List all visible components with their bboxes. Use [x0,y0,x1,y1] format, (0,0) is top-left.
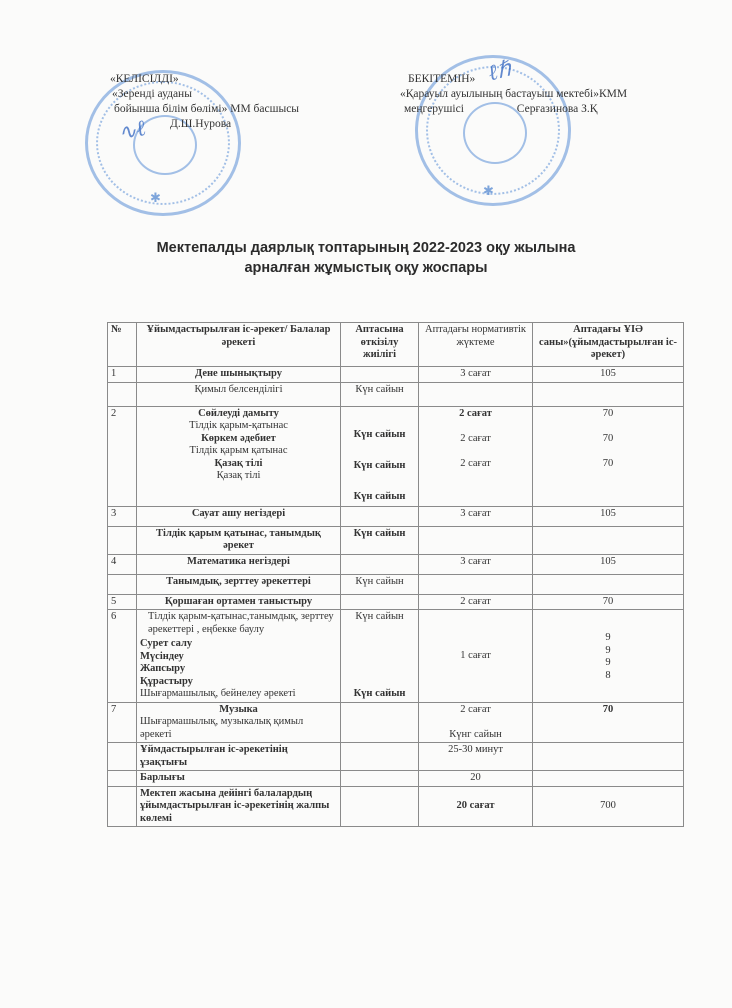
frequency-cell: Күн сайын [341,382,419,406]
table-row [108,367,684,383]
header-activity: Ұйымдастырылған іс-әрекет/ Балалар әрекеті [137,323,341,367]
load-line: 2 сағат [460,432,491,444]
count-line: 70 [602,407,614,419]
activity-line: Тілдік қарым қатынас [189,445,288,456]
approval-left-line3: бойынша білім бөлімі» ММ басшысы [114,103,300,115]
load-cell: 2 сағат [419,594,533,610]
table-row [108,610,684,703]
count-line: 8 [605,669,611,681]
frequency-line [344,448,415,461]
row-number [108,771,137,787]
activity-cell [137,610,341,703]
activity-subtitle: Шығармашылық, музыкалық қимыл әрекеті [140,716,304,740]
table-row [108,786,684,827]
count-cell [533,743,684,771]
load-cell: 3 сағат [419,554,533,574]
table-row [108,771,684,787]
frequency-cell [341,554,419,574]
approval-right-position: меңгерушісі [404,103,464,115]
approval-right-line2: «Қарауыл ауылының бастауыш мектебі»КММ [400,88,628,100]
activity-title: Музыка [219,703,258,715]
load-cell: 20 сағат [419,786,533,827]
count-cell: 700 [533,786,684,827]
stamp-star-icon: ✱ [150,190,161,205]
frequency-cell [341,786,419,827]
load-line: 2 сағат [459,407,492,419]
frequency-line: Күн сайын [353,460,406,471]
count-cell [533,610,684,703]
header-frequency: Аптасына өткізілу жиілігі [341,323,419,367]
frequency-cell [341,610,419,703]
table-row [108,702,684,743]
load-cell: 20 [419,771,533,787]
count-cell: 105 [533,367,684,383]
count-line: 9 [605,632,611,643]
count-cell [533,574,684,594]
count-cell [533,382,684,406]
approval-left-line2: «Зеренді ауданы [112,88,192,100]
load-line: 2 сағат [460,457,491,469]
frequency-cell: Күн сайын [341,574,419,594]
activity-cell [137,406,341,506]
frequency-bottom: Күн сайын [353,688,406,699]
row-number: 4 [108,554,137,574]
load-cell: 25-30 минут [419,743,533,771]
activity-item: Мүсіндеу [140,650,184,662]
load-cell [419,382,533,406]
frequency-cell [341,406,419,506]
activity-item: Құрастыру [140,675,193,687]
frequency-cell [341,702,419,743]
table-row [108,406,684,506]
stamp-star-icon: ✱ [483,183,494,198]
load-line [422,445,529,458]
row-number: 5 [108,594,137,610]
count-cell: 70 [533,702,684,743]
row-number [108,382,137,406]
frequency-cell [341,506,419,526]
table-row [108,506,684,526]
load-bottom: Күнг сайын [449,728,502,740]
load-cell [419,702,533,743]
table-row [108,743,684,771]
activity-cell: Барлығы [137,771,341,787]
curriculum-table [107,322,684,827]
header-activity-count: Аптадағы ҰІӘ саны»(ұйымдастырылған іс-әрекет) [533,323,684,367]
load-line [422,420,529,433]
header-normative-load: Аптадағы нормативтік жүктеме [419,323,533,367]
activity-cell: Қоршаған ортамен таныстыру [137,594,341,610]
count-line: 70 [602,432,614,444]
row-number: 2 [108,406,137,506]
right-signature: ℓℏ [485,55,514,86]
row-number [108,743,137,771]
table-header-row [108,323,684,367]
count-cell [533,526,684,554]
frequency-line [344,479,415,492]
count-cell: 105 [533,506,684,526]
activity-intro: Тілдік қарым-қатынас,танымдық, зерттеу әрекеттері , еңбекке баулу [148,611,334,635]
table-row [108,526,684,554]
load-cell: 3 сағат [419,506,533,526]
table-row [108,574,684,594]
load-cell: 3 сағат [419,367,533,383]
count-cell: 70 [533,594,684,610]
approval-right-line3 [400,102,627,117]
activity-cell: Дене шынықтыру [137,367,341,383]
table-row [108,594,684,610]
activity-cell: Сауат ашу негіздері [137,506,341,526]
table-row [108,382,684,406]
count-cell [533,771,684,787]
activity-line: Қазақ тілі [214,457,263,469]
frequency-cell [341,367,419,383]
left-signature: ∿ℓ [115,114,149,147]
frequency-line: Күн сайын [353,429,406,440]
frequency-cell [341,771,419,787]
row-number: 1 [108,367,137,383]
count-line [536,445,680,458]
row-number [108,574,137,594]
row-number [108,786,137,827]
load-line [422,470,529,483]
table-row [108,554,684,574]
activity-item: Жапсыру [140,663,186,674]
approval-left-line1: «КЕЛІСІЛДІ» [110,73,179,85]
approval-left-block [110,72,299,132]
load-top: 2 сағат [460,703,491,715]
frequency-line: Күн сайын [353,491,406,502]
activity-cell: Мектеп жасына дейінгі балалардың ұйымдастырылған іс-әрекетінің жалпы көлемі [137,786,341,827]
load-cell: 1 сағат [419,610,533,703]
count-cell: 105 [533,554,684,574]
frequency-cell [341,743,419,771]
activity-line: Тілдік қарым-қатынас [189,420,288,431]
approval-right-line1: БЕКІТЕМІН» [408,73,476,85]
count-line [536,470,680,483]
load-cell [419,526,533,554]
activity-cell: Танымдық, зерттеу әрекеттері [137,574,341,594]
count-line: 9 [605,657,611,668]
frequency-top: Күн сайын [355,611,404,622]
row-number: 6 [108,610,137,703]
approval-left-name: Д.Ш.Нурова [170,118,232,130]
frequency-line [344,417,415,430]
approval-right-block [400,72,627,117]
activity-cell: Ұймдастырылған іс-әрекетінің ұзақтығы [137,743,341,771]
count-cell [533,406,684,506]
activity-line: Қазақ тілі [216,470,261,481]
frequency-cell: Күн сайын [341,526,419,554]
activity-cell: Математика негіздері [137,554,341,574]
count-line: 9 [605,644,611,656]
activity-item: Сурет салу [140,638,193,649]
count-line: 70 [602,457,614,469]
approval-right-name: Серғазинова З.Қ [516,103,598,115]
activity-cell: Тілдік қарым қатынас, танымдық әрекет [137,526,341,554]
row-number: 7 [108,702,137,743]
activity-outro: Шығармашылық, бейнелеу әрекеті [140,688,296,699]
activity-line: Сөйлеуді дамыту [198,407,279,419]
load-cell [419,574,533,594]
activity-cell [137,702,341,743]
title-line1: Мектепалды даярлық топтарының 2022-2023 оқу жылына [156,240,576,256]
activity-line: Көркем әдебиет [201,432,276,444]
row-number [108,526,137,554]
title-line2: арналған жұмыстық оқу жоспары [244,260,488,276]
row-number: 3 [108,506,137,526]
document-title [0,238,732,278]
header-number: № [108,323,137,367]
load-cell [419,406,533,506]
frequency-cell [341,594,419,610]
count-line [536,420,680,433]
activity-cell: Қимыл белсенділігі [137,382,341,406]
